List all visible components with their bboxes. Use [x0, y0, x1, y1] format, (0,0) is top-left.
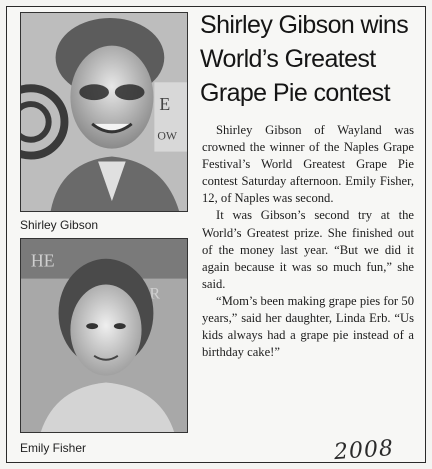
headline-line-3: Grape Pie contest [200, 79, 390, 107]
photo-shirley-gibson [20, 12, 188, 212]
caption-shirley-gibson: Shirley Gibson [20, 218, 99, 232]
photo-emily-fisher [20, 238, 188, 433]
svg-text:OW: OW [157, 128, 178, 143]
article-headline [200, 8, 415, 110]
paragraph-2: It was Gibson’s second try at the World’s Greatest prize. She finished out of the money last year. “But we did it again because it was so much fun,” she said. [202, 208, 414, 291]
svg-text:HE: HE [30, 250, 55, 271]
caption-emily-fisher: Emily Fisher [20, 441, 87, 455]
article-body [202, 122, 414, 361]
handwritten-year: 2008 [333, 435, 395, 466]
paragraph-1: Shirley Gibson of Wayland was crowned the winner of the Naples Grape Festival’s World Greatest Grape Pie contest Saturday afternoon. Emily Fisher, 12, of Naples was second. [202, 123, 414, 206]
headline-line-2: World’s Greatest [200, 45, 376, 73]
svg-text:E: E [159, 94, 171, 115]
svg-text:R: R [149, 285, 160, 303]
headline-line-1: Shirley Gibson wins [200, 11, 409, 39]
paragraph-3: “Mom’s been making grape pies for 50 years,” said her daughter, Linda Erb. “Us kids always had a grape pie instead of a birthday cake!” [202, 293, 414, 360]
